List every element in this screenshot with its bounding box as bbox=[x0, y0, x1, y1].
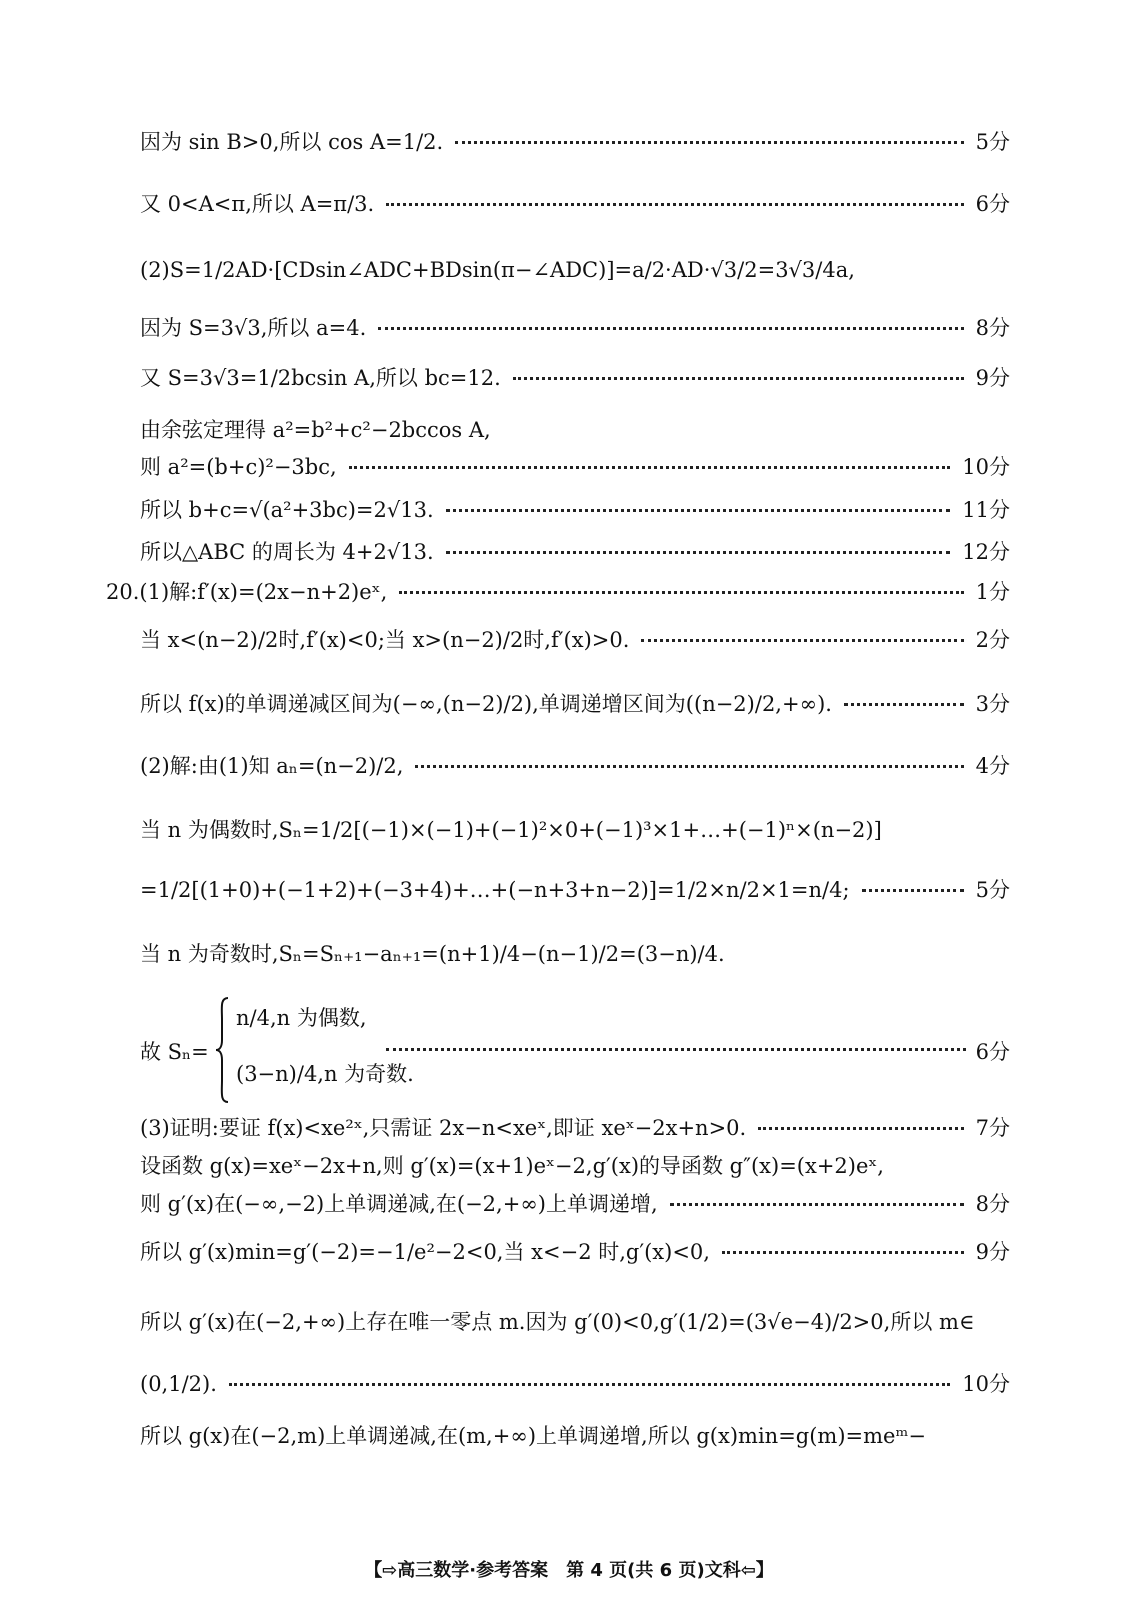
answer-line bbox=[140, 1240, 1010, 1265]
line-text: 所以 g′(x)在(−2,+∞)上存在唯一零点 m.因为 g′(0)<0,g′(1/2)=(3√e−4)/2>0,所以 m∈ bbox=[140, 1310, 975, 1334]
answer-line bbox=[140, 1424, 1010, 1449]
dot-leader bbox=[670, 1203, 964, 1206]
score: 3分 bbox=[975, 692, 1010, 716]
dot-leader bbox=[446, 551, 951, 554]
score: 12分 bbox=[962, 540, 1010, 564]
score: 6分 bbox=[975, 192, 1010, 216]
page-footer: 【⇨高三数学·参考答案 第 4 页(共 6 页)文科⇦】 bbox=[364, 1560, 774, 1581]
line-text: 则 g′(x)在(−∞,−2)上单调递减,在(−2,+∞)上单调递增, bbox=[140, 1192, 658, 1216]
score: 7分 bbox=[975, 1116, 1010, 1140]
score: 6分 bbox=[975, 1040, 1010, 1064]
line-text: 因为 S=3√3,所以 a=4. bbox=[140, 316, 367, 340]
score: 9分 bbox=[975, 366, 1010, 390]
answer-line bbox=[140, 1154, 1010, 1179]
line-text: 当 n 为偶数时,Sₙ=1/2[(−1)×(−1)+(−1)²×0+(−1)³×1+…+(−1)ⁿ×(n−2)] bbox=[140, 818, 882, 842]
piecewise-case-even: n/4,n 为偶数, bbox=[236, 1006, 367, 1030]
answer-line bbox=[106, 580, 1010, 605]
line-text: 又 0<A<π,所以 A=π/3. bbox=[140, 192, 375, 216]
answer-line bbox=[140, 754, 1010, 779]
score: 2分 bbox=[975, 628, 1010, 652]
line-text: 20.(1)解:f′(x)=(2x−n+2)eˣ, bbox=[106, 580, 388, 604]
dot-leader bbox=[862, 889, 964, 892]
line-text: 因为 sin B>0,所以 cos A=1/2. bbox=[140, 130, 444, 154]
score: 5分 bbox=[975, 878, 1010, 902]
line-text: 所以△ABC 的周长为 4+2√13. bbox=[140, 540, 434, 564]
line-text: 由余弦定理得 a²=b²+c²−2bccos A, bbox=[140, 418, 491, 442]
score: 8分 bbox=[975, 316, 1010, 340]
answer-line bbox=[140, 818, 1010, 843]
dot-leader bbox=[641, 639, 963, 642]
dot-leader bbox=[455, 141, 963, 144]
line-text: =1/2[(1+0)+(−1+2)+(−3+4)+…+(−n+3+n−2)]=1/2×n/2×1=n/4; bbox=[140, 878, 850, 902]
answer-line bbox=[140, 1116, 1010, 1141]
answer-line bbox=[140, 455, 1010, 480]
dot-leader bbox=[446, 509, 951, 512]
answer-line bbox=[140, 1192, 1010, 1217]
score: 5分 bbox=[975, 130, 1010, 154]
left-brace-icon bbox=[214, 996, 230, 1104]
dot-leader bbox=[844, 703, 964, 706]
piecewise-case-odd: (3−n)/4,n 为奇数. bbox=[236, 1062, 414, 1086]
score: 4分 bbox=[975, 754, 1010, 778]
line-text: (2)解:由(1)知 aₙ=(n−2)/2, bbox=[140, 754, 404, 778]
answer-line bbox=[140, 1310, 1010, 1335]
line-text: 所以 g(x)在(−2,m)上单调递减,在(m,+∞)上单调递增,所以 g(x)min=g(m)=meᵐ− bbox=[140, 1424, 926, 1448]
dot-leader bbox=[415, 765, 963, 768]
score: 10分 bbox=[962, 455, 1010, 479]
line-text: 当 x<(n−2)/2时,f′(x)<0;当 x>(n−2)/2时,f′(x)>0. bbox=[140, 628, 630, 652]
line-text: 则 a²=(b+c)²−3bc, bbox=[140, 455, 337, 479]
score: 10分 bbox=[962, 1372, 1010, 1396]
score: 8分 bbox=[975, 1192, 1010, 1216]
line-text: 所以 b+c=√(a²+3bc)=2√13. bbox=[140, 498, 434, 522]
line-text: (3)证明:要证 f(x)<xe²ˣ,只需证 2x−n<xeˣ,即证 xeˣ−2x+n>0. bbox=[140, 1116, 747, 1140]
dot-leader bbox=[229, 1383, 950, 1386]
dot-leader bbox=[386, 203, 963, 206]
answer-line bbox=[140, 942, 1010, 967]
dot-leader bbox=[386, 1048, 966, 1051]
answer-line bbox=[140, 692, 1010, 717]
answer-line bbox=[140, 628, 1010, 653]
answer-line bbox=[140, 258, 1010, 283]
line-text: (0,1/2). bbox=[140, 1372, 217, 1396]
dot-leader bbox=[513, 377, 964, 380]
score: 9分 bbox=[975, 1240, 1010, 1264]
answer-line bbox=[140, 540, 1010, 565]
line-text: 所以 f(x)的单调递减区间为(−∞,(n−2)/2),单调递增区间为((n−2)/2,+∞). bbox=[140, 692, 832, 716]
answer-line bbox=[140, 192, 1010, 217]
answer-line bbox=[140, 878, 1010, 903]
dot-leader bbox=[758, 1127, 963, 1130]
answer-line bbox=[140, 1372, 1010, 1397]
answer-line bbox=[140, 130, 1010, 155]
dot-leader bbox=[722, 1251, 964, 1254]
line-text: (2)S=1/2AD·[CDsin∠ADC+BDsin(π−∠ADC)]=a/2·AD·√3/2=3√3/4a, bbox=[140, 258, 855, 282]
score: 11分 bbox=[962, 498, 1010, 522]
answer-line bbox=[140, 316, 1010, 341]
answer-line bbox=[140, 418, 1010, 443]
dot-leader bbox=[349, 466, 951, 469]
piecewise-lead: 故 Sₙ= bbox=[140, 1040, 209, 1064]
line-text: 所以 g′(x)min=g′(−2)=−1/e²−2<0,当 x<−2 时,g′(x)<0, bbox=[140, 1240, 710, 1264]
score: 1分 bbox=[975, 580, 1010, 604]
piecewise-result bbox=[140, 996, 1010, 1108]
line-text: 当 n 为奇数时,Sₙ=Sₙ₊₁−aₙ₊₁=(n+1)/4−(n−1)/2=(3−n)/4. bbox=[140, 942, 725, 966]
line-text: 又 S=3√3=1/2bcsin A,所以 bc=12. bbox=[140, 366, 501, 390]
answer-line bbox=[140, 498, 1010, 523]
line-text: 设函数 g(x)=xeˣ−2x+n,则 g′(x)=(x+1)eˣ−2,g′(x)的导函数 g″(x)=(x+2)eˣ, bbox=[140, 1154, 884, 1178]
answer-line bbox=[140, 366, 1010, 391]
dot-leader bbox=[378, 327, 963, 330]
dot-leader bbox=[399, 591, 963, 594]
